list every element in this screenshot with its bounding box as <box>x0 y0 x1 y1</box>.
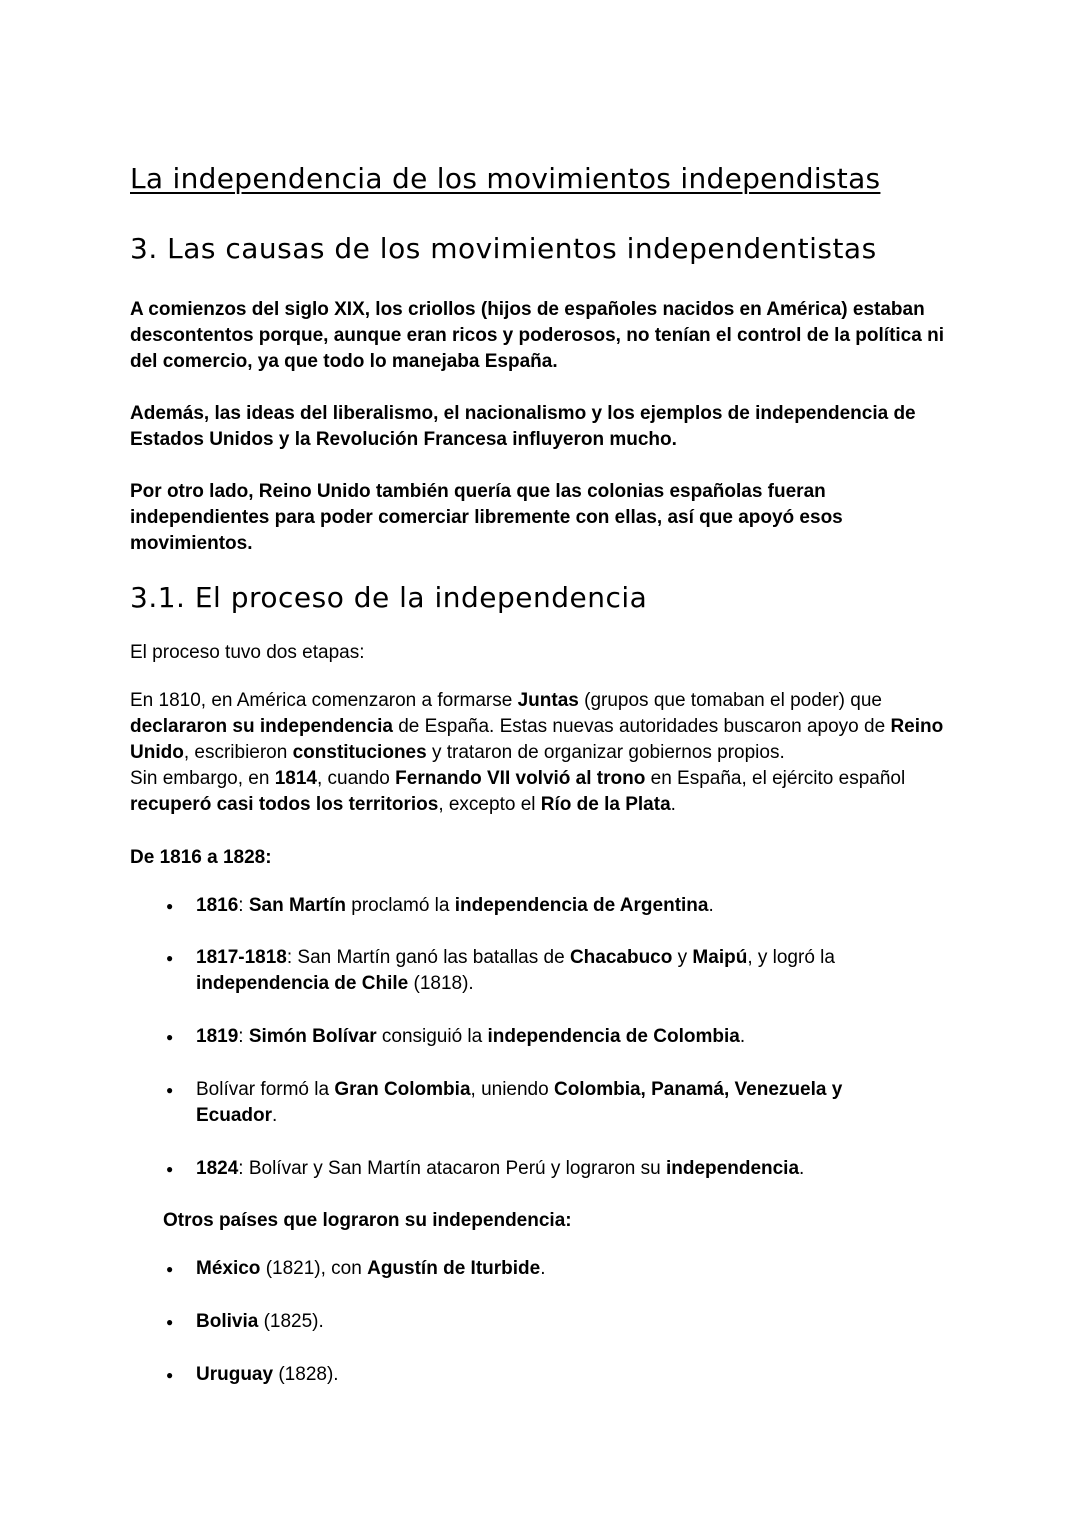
bold-text: Fernando VII volvió al trono <box>395 768 646 789</box>
text-run: . <box>540 1258 546 1279</box>
bold-text: De 1816 a 1828: <box>130 847 272 868</box>
text-run: consiguió la <box>376 1026 488 1047</box>
bold-text: Maipú <box>692 947 748 968</box>
list-item <box>196 1362 916 1388</box>
text-run: , escribieron <box>183 742 293 763</box>
bold-text: Chacabuco <box>569 947 673 968</box>
text-run: proclamó la <box>345 895 455 916</box>
text-run: (grupos que tomaban el poder) que <box>578 690 882 711</box>
bold-text: independencia de Argentina <box>454 895 709 916</box>
paragraph-ideas <box>130 401 960 453</box>
text-run: en España, el ejército español <box>645 768 906 789</box>
list-item <box>196 1309 916 1335</box>
bold-text: Juntas <box>517 690 579 711</box>
bold-text: Colombia, Panamá, Venezuela y Ecuador <box>196 1079 843 1126</box>
text-run: (1818). <box>408 973 474 994</box>
text-run: y trataron de organizar gobiernos propios. Sin embargo, en <box>130 742 785 789</box>
bold-text: independencia de Colombia <box>487 1026 740 1047</box>
text-run: , uniendo <box>470 1079 554 1100</box>
bold-text: A comienzos del siglo XIX, los criollos (hijos de españoles nacidos en América) estaban descontentos porque, aunque eran ricos y poderosos, no tenían el control de la política ni del comercio, ya que todo lo manejaba España. <box>130 299 944 372</box>
text-run: y <box>672 947 693 968</box>
text-run: , excepto el <box>438 794 541 815</box>
bold-text: Además, las ideas del liberalismo, el nacionalismo y los ejemplos de independencia de Estados Unidos y la Revolución Francesa influyeron mucho. <box>130 403 916 450</box>
bold-text: constituciones <box>292 742 427 763</box>
text-run: . <box>670 794 676 815</box>
text-run: : <box>238 1026 249 1047</box>
list-item <box>196 1156 916 1182</box>
paragraph-reino-unido <box>130 479 960 557</box>
bold-text: 1816 <box>196 895 239 916</box>
text-run: (1828). <box>273 1364 339 1385</box>
bold-text: declararon su independencia <box>130 716 393 737</box>
bold-text: México <box>196 1258 261 1279</box>
bold-text: Reino Unido <box>130 716 944 763</box>
bold-text: independencia <box>666 1158 800 1179</box>
text-run: . <box>799 1158 805 1179</box>
text-run: , cuando <box>316 768 396 789</box>
list-item <box>196 1256 916 1282</box>
bold-text: independencia de Chile <box>196 973 409 994</box>
text-run: . <box>272 1105 278 1126</box>
stage2-heading <box>130 845 960 871</box>
text-run: . <box>708 895 714 916</box>
bold-text: Por otro lado, Reino Unido también quería que las colonias españolas fueran independientes para poder comerciar libremente con ellas, así que apoyó esos movimientos. <box>130 481 843 554</box>
paragraph-first-stage <box>130 688 960 818</box>
text-run: Bolívar formó la <box>196 1079 335 1100</box>
list-item <box>196 893 916 919</box>
text-run: , y logró la <box>747 947 835 968</box>
text-run: El proceso tuvo dos etapas: <box>130 642 365 663</box>
list-item <box>196 1077 916 1129</box>
bold-text: 1824 <box>196 1158 239 1179</box>
bold-text: Otros países que lograron su independencia: <box>163 1210 572 1231</box>
text-run: En 1810, en América comenzaron a formarse <box>130 690 518 711</box>
section-heading-causes: 3. Las causas de los movimientos independentistas <box>130 232 877 265</box>
list-item <box>196 945 916 997</box>
section-heading-process: 3.1. El proceso de la independencia <box>130 581 648 614</box>
list-item <box>196 1024 916 1050</box>
bold-text: Bolivia <box>196 1311 259 1332</box>
document-title: La independencia de los movimientos independistas <box>130 162 881 195</box>
text-run: : San Martín ganó las batallas de <box>286 947 570 968</box>
bold-text: Gran Colombia <box>334 1079 471 1100</box>
bold-text: 1814 <box>274 768 317 789</box>
bold-text: 1819 <box>196 1026 239 1047</box>
text-run: : Bolívar y San Martín atacaron Perú y lograron su <box>238 1158 666 1179</box>
text-run: : <box>238 895 249 916</box>
paragraph-intro <box>130 640 960 666</box>
bold-text: 1817-1818 <box>196 947 287 968</box>
others-heading <box>163 1208 993 1234</box>
bold-text: Río de la Plata <box>540 794 671 815</box>
bold-text: Simón Bolívar <box>248 1026 377 1047</box>
bold-text: Agustín de Iturbide <box>367 1258 541 1279</box>
bold-text: San Martín <box>248 895 346 916</box>
bold-text: recuperó casi todos los territorios <box>130 794 439 815</box>
text-run: (1825). <box>258 1311 324 1332</box>
paragraph-criollos <box>130 297 960 375</box>
text-run: . <box>739 1026 746 1047</box>
bold-text: Uruguay <box>196 1364 274 1385</box>
text-run: de España. Estas nuevas autoridades buscaron apoyo de <box>392 716 891 737</box>
text-run: (1821), con <box>260 1258 368 1279</box>
